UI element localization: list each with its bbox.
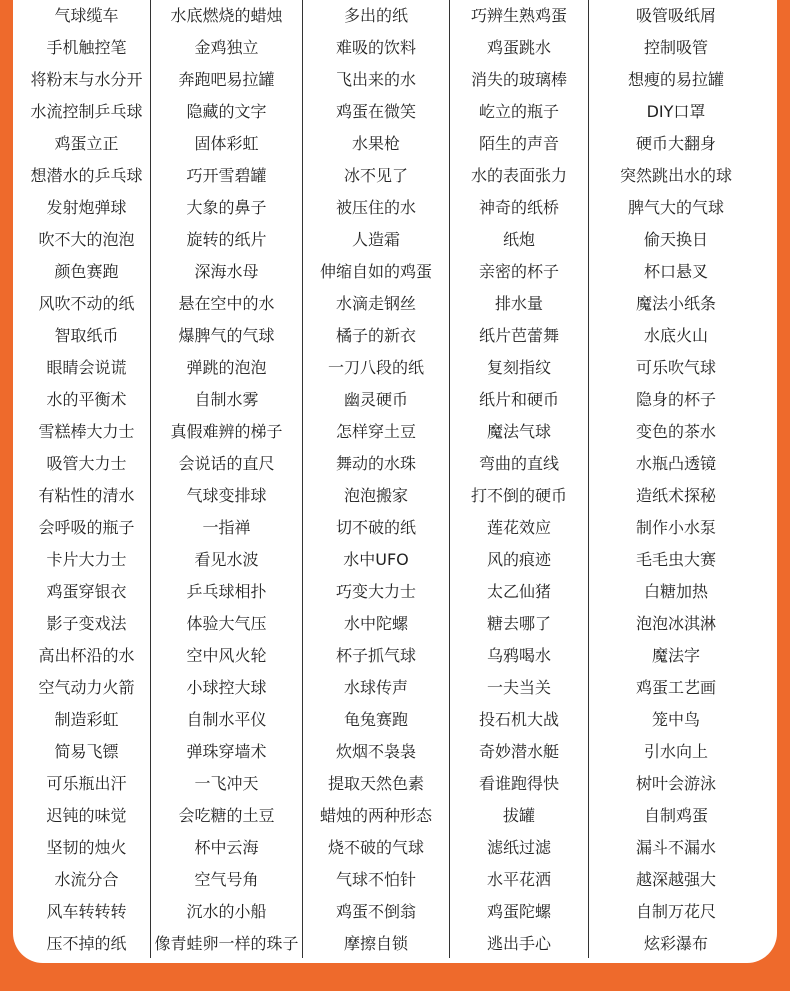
experiment-item: 隐藏的文字: [186, 102, 267, 121]
experiment-item: 纸炮: [502, 230, 535, 249]
experiment-item: 漏斗不漏水: [635, 838, 716, 857]
experiment-item: 吹不大的泡泡: [38, 230, 135, 249]
experiment-item: 看谁跑得快: [478, 774, 559, 793]
experiment-item: 水中陀螺: [343, 614, 408, 633]
experiment-item: 笼中鸟: [651, 710, 700, 729]
experiment-item: 高出杯沿的水: [38, 646, 135, 665]
experiment-item: 陌生的声音: [478, 134, 559, 153]
experiment-item: 硬币大翻身: [635, 134, 716, 153]
experiment-item: 可乐吹气球: [635, 358, 716, 377]
experiment-item: 冰不见了: [343, 166, 408, 185]
experiment-item: 杯子抓气球: [335, 646, 416, 665]
experiment-item: 越深越强大: [635, 870, 716, 889]
experiment-item: 杯中云海: [194, 838, 259, 857]
experiment-item: 鸡蛋跳水: [486, 38, 551, 57]
experiment-item: 蜡烛的两种形态: [319, 806, 432, 825]
experiment-item: 水流控制乒乓球: [30, 102, 143, 121]
experiment-item: 卡片大力士: [46, 550, 127, 569]
experiment-item: 看见水波: [194, 550, 259, 569]
experiment-item: 炫彩瀑布: [643, 934, 708, 953]
experiment-item: 排水量: [494, 294, 543, 313]
experiment-item: 水流分合: [54, 870, 119, 889]
experiment-item: 人造霜: [351, 230, 400, 249]
experiment-item: 制作小水泵: [635, 518, 716, 537]
experiment-item: 弯曲的直线: [478, 454, 559, 473]
experiment-item: 水瓶凸透镜: [635, 454, 716, 473]
experiment-item: 坚韧的烛火: [46, 838, 127, 857]
experiment-item: 杯口悬叉: [643, 262, 708, 281]
experiment-item: 泡泡冰淇淋: [635, 614, 716, 633]
experiment-item: 弹跳的泡泡: [186, 358, 267, 377]
experiment-item: 魔法字: [651, 646, 700, 665]
experiment-item: 泡泡搬家: [343, 486, 408, 505]
experiment-item: 魔法气球: [486, 422, 551, 441]
experiment-item: 投石机大战: [478, 710, 559, 729]
experiment-item: 会吃糖的土豆: [178, 806, 275, 825]
experiment-item: 水底火山: [643, 326, 708, 345]
experiment-item: 纸片和硬币: [478, 390, 559, 409]
experiment-item: 小球控大球: [186, 678, 267, 697]
experiment-item: 水的表面张力: [470, 166, 567, 185]
experiment-item: 水滴走钢丝: [335, 294, 416, 313]
experiment-column-3: [303, 0, 450, 958]
experiment-column-2: [151, 0, 303, 958]
experiment-item: DIY口罩: [646, 102, 706, 121]
experiment-item: 毛毛虫大赛: [635, 550, 716, 569]
experiment-item: 固体彩虹: [194, 134, 259, 153]
experiment-item: 气球变排球: [186, 486, 267, 505]
experiment-item: 隐身的杯子: [635, 390, 716, 409]
experiment-item: 自制万花尺: [635, 902, 716, 921]
experiment-item: 自制水雾: [194, 390, 259, 409]
experiment-item: 引水向上: [643, 742, 708, 761]
experiment-item: 鸡蛋立正: [54, 134, 119, 153]
experiment-item: 舞动的水珠: [335, 454, 416, 473]
experiment-item: 怎样穿土豆: [335, 422, 416, 441]
experiment-item: 像青蛙卵一样的珠子: [154, 934, 299, 953]
experiment-item: 真假难辨的梯子: [170, 422, 283, 441]
experiment-item: 自制水平仪: [186, 710, 267, 729]
experiment-item: 控制吸管: [643, 38, 708, 57]
experiment-item: 消失的玻璃棒: [470, 70, 567, 89]
experiment-item: 滤纸过滤: [486, 838, 551, 857]
experiment-item: 飞出来的水: [335, 70, 416, 89]
experiment-item: 造纸术探秘: [635, 486, 716, 505]
experiment-item: 气球不怕针: [335, 870, 416, 889]
experiment-item: 巧变大力士: [335, 582, 416, 601]
experiment-item: 吸管吸纸屑: [635, 6, 716, 25]
experiment-item: 水球传声: [343, 678, 408, 697]
experiment-item: 压不掉的纸: [46, 934, 127, 953]
experiment-column-1: [23, 0, 151, 958]
experiment-list-card: [13, 0, 777, 963]
experiment-item: 空气号角: [194, 870, 259, 889]
experiment-item: 烧不破的气球: [327, 838, 424, 857]
experiment-item: 纸片芭蕾舞: [478, 326, 559, 345]
experiment-item: 简易飞镖: [54, 742, 119, 761]
experiment-item: 炊烟不袅袅: [335, 742, 416, 761]
experiment-item: 乒乓球相扑: [186, 582, 267, 601]
experiment-grid: [23, 0, 763, 960]
experiment-item: 会说话的直尺: [178, 454, 275, 473]
experiment-item: 太乙仙猪: [486, 582, 551, 601]
experiment-item: 悬在空中的水: [178, 294, 275, 313]
experiment-item: 风吹不动的纸: [38, 294, 135, 313]
experiment-item: 一刀八段的纸: [327, 358, 424, 377]
experiment-item: 糖去哪了: [486, 614, 551, 633]
experiment-item: 被压住的水: [335, 198, 416, 217]
experiment-item: 龟兔赛跑: [343, 710, 408, 729]
experiment-item: 水果枪: [351, 134, 400, 153]
experiment-item: 沉水的小船: [186, 902, 267, 921]
experiment-item: 吸管大力士: [46, 454, 127, 473]
experiment-item: 复刻指纹: [486, 358, 551, 377]
experiment-item: 巧开雪碧罐: [186, 166, 267, 185]
experiment-item: 发射炮弹球: [46, 198, 127, 217]
experiment-item: 旋转的纸片: [186, 230, 267, 249]
experiment-item: 空中风火轮: [186, 646, 267, 665]
experiment-item: 伸缩自如的鸡蛋: [319, 262, 432, 281]
experiment-item: 想瘦的易拉罐: [627, 70, 724, 89]
experiment-item: 一飞冲天: [194, 774, 259, 793]
experiment-item: 魔法小纸条: [635, 294, 716, 313]
experiment-item: 白糖加热: [643, 582, 708, 601]
experiment-item: 奔跑吧易拉罐: [178, 70, 275, 89]
experiment-item: 巧辨生熟鸡蛋: [470, 6, 567, 25]
experiment-item: 将粉末与水分开: [30, 70, 143, 89]
experiment-item: 亲密的杯子: [478, 262, 559, 281]
experiment-item: 难吸的饮料: [335, 38, 416, 57]
experiment-item: 迟钝的味觉: [46, 806, 127, 825]
experiment-item: 影子变戏法: [46, 614, 127, 633]
experiment-item: 会呼吸的瓶子: [38, 518, 135, 537]
experiment-item: 屹立的瓶子: [478, 102, 559, 121]
experiment-item: 鸡蛋穿银衣: [46, 582, 127, 601]
experiment-item: 幽灵硬币: [343, 390, 408, 409]
experiment-item: 体验大气压: [186, 614, 267, 633]
experiment-item: 提取天然色素: [327, 774, 424, 793]
experiment-item: 有粘性的清水: [38, 486, 135, 505]
experiment-item: 眼睛会说谎: [46, 358, 127, 377]
experiment-item: 摩擦自锁: [343, 934, 408, 953]
experiment-item: 深海水母: [194, 262, 259, 281]
experiment-item: 雪糕棒大力士: [38, 422, 135, 441]
experiment-item: 偷天换日: [643, 230, 708, 249]
experiment-item: 鸡蛋工艺画: [635, 678, 716, 697]
experiment-item: 爆脾气的气球: [178, 326, 275, 345]
experiment-item: 水中UFO: [343, 550, 409, 569]
experiment-item: 乌鸦喝水: [486, 646, 551, 665]
experiment-item: 气球缆车: [54, 6, 119, 25]
experiment-item: 橘子的新衣: [335, 326, 416, 345]
experiment-item: 多出的纸: [343, 6, 408, 25]
experiment-item: 大象的鼻子: [186, 198, 267, 217]
experiment-item: 鸡蛋陀螺: [486, 902, 551, 921]
experiment-item: 想潜水的乒乓球: [30, 166, 143, 185]
experiment-item: 风车转转转: [46, 902, 127, 921]
experiment-item: 自制鸡蛋: [643, 806, 708, 825]
experiment-item: 一指禅: [202, 518, 251, 537]
experiment-item: 弹珠穿墙术: [186, 742, 267, 761]
experiment-item: 一夫当关: [486, 678, 551, 697]
experiment-item: 变色的茶水: [635, 422, 716, 441]
experiment-column-5: [589, 0, 763, 958]
experiment-item: 金鸡独立: [194, 38, 259, 57]
experiment-item: 切不破的纸: [335, 518, 416, 537]
experiment-item: 突然跳出水的球: [619, 166, 732, 185]
experiment-item: 脾气大的气球: [627, 198, 724, 217]
experiment-item: 奇妙潜水艇: [478, 742, 559, 761]
experiment-item: 水平花洒: [486, 870, 551, 889]
experiment-item: 智取纸币: [54, 326, 119, 345]
experiment-item: 鸡蛋不倒翁: [335, 902, 416, 921]
experiment-item: 逃出手心: [486, 934, 551, 953]
experiment-item: 制造彩虹: [54, 710, 119, 729]
experiment-item: 风的痕迹: [486, 550, 551, 569]
experiment-item: 空气动力火箭: [38, 678, 135, 697]
experiment-item: 手机触控笔: [46, 38, 127, 57]
experiment-item: 可乐瓶出汗: [46, 774, 127, 793]
experiment-item: 打不倒的硬币: [470, 486, 567, 505]
experiment-item: 水底燃烧的蜡烛: [170, 6, 283, 25]
experiment-item: 莲花效应: [486, 518, 551, 537]
experiment-column-4: [450, 0, 589, 958]
experiment-item: 神奇的纸桥: [478, 198, 559, 217]
experiment-item: 鸡蛋在微笑: [335, 102, 416, 121]
experiment-item: 水的平衡术: [46, 390, 127, 409]
experiment-item: 拔罐: [502, 806, 535, 825]
experiment-item: 颜色赛跑: [54, 262, 119, 281]
experiment-item: 树叶会游泳: [635, 774, 716, 793]
